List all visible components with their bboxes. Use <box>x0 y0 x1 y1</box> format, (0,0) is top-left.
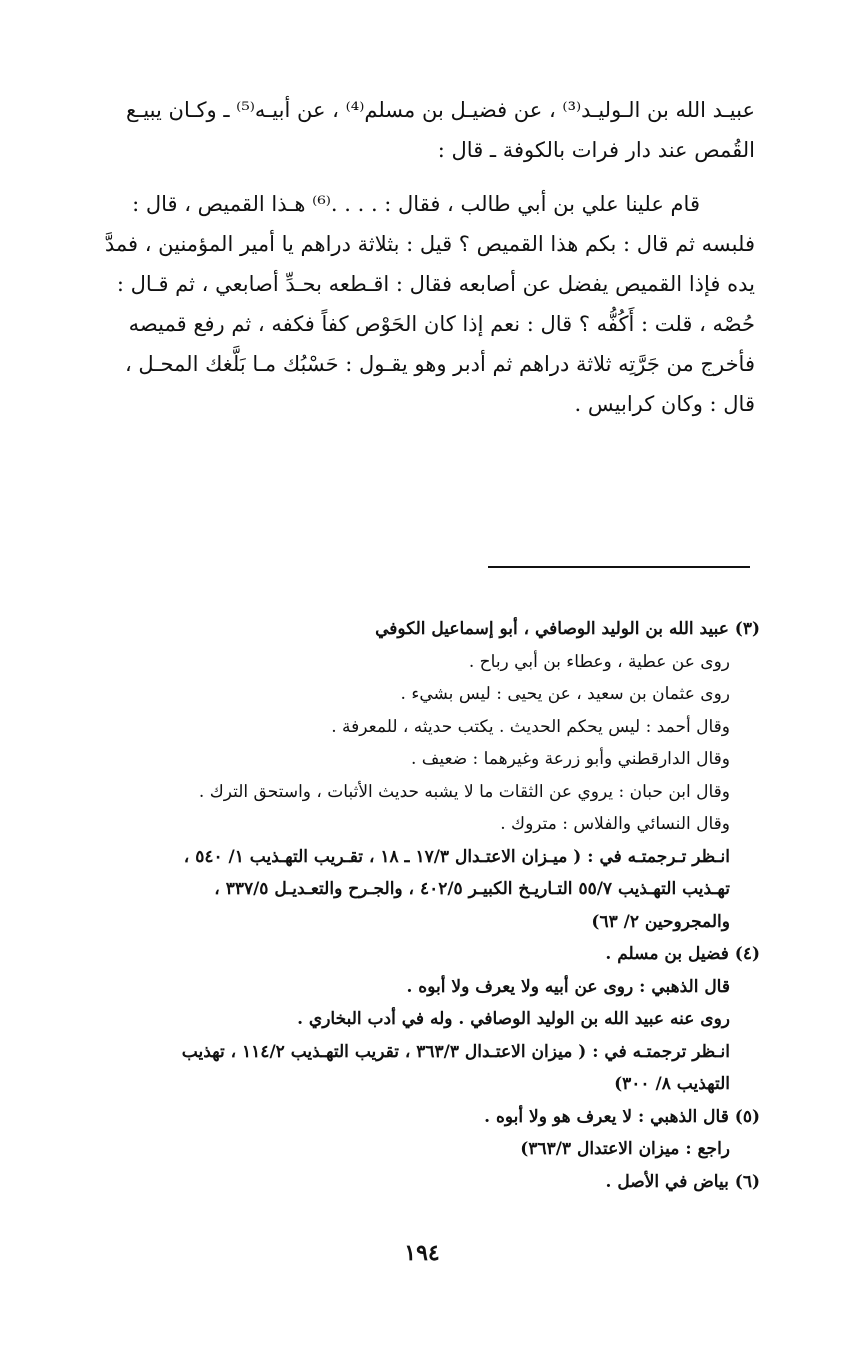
main-text-line: القُمص عند دار فرات بالكوفة ـ قال : <box>437 138 755 162</box>
paragraph-gap <box>40 170 755 184</box>
main-text-line: فأخرج من جَرَّتِه ثلاثة دراهم ثم أدبر وهو يقـول : حَسْبُك مـا بَلَّغك المحـل ، <box>124 352 755 376</box>
footnote-heading: (٥) قال الذهبي : لا يعرف هو ولا أبوه . <box>484 1106 760 1127</box>
page-number: ١٩٤ <box>404 1240 440 1266</box>
footnote-line: روى عثمان بن سعيد ، عن يحيى : ليس بشيء . <box>400 684 730 704</box>
footnote-line: انـظر تـرجمتـه في : ( ميـزان الاعتـدال ١٧/٣ ـ ١٨ ، تقـريب التهـذيب ١/ ٥٤٠ ، <box>183 846 730 867</box>
footnote-line: وقال الدارقطني وأبو زرعة وغيرهما : ضعيف . <box>410 749 730 769</box>
footnote-line: راجع : ميزان الاعتدال ٣٦٣/٣) <box>520 1139 730 1159</box>
footnote-line: وقال أحمد : ليس يحكم الحديث . يكتب حديثه ، للمعرفة . <box>331 716 730 737</box>
footnote-line: وقال ابن حبان : يروي عن الثقات ما لا يشبه حديث الأثبات ، واستحق الترك . <box>198 781 730 802</box>
main-text-line: حُصْه ، قلت : أَكُفُّه ؟ قال : نعم إذا كان الحَوْص كفاً فكفه ، ثم رفع قميصه <box>128 312 755 336</box>
footnote-heading: (٦) بياض في الأصل . <box>605 1171 760 1192</box>
footnote-line: التهذيب ٨/ ٣٠٠) <box>614 1074 730 1094</box>
footnote-line: روى عنه عبيد الله بن الوليد الوصافي . وله في أدب البخاري . <box>297 1009 730 1029</box>
main-text-line: قام علينا علي بن أبي طالب ، فقال : . . . .⁽⁶⁾ هـذا القميص ، قال : <box>132 192 700 216</box>
main-text-line: عبيـد الله بن الـوليـد⁽³⁾ ، عن فضيـل بن مسلم⁽⁴⁾ ، عن أبيـه⁽⁵⁾ ـ وكـان يبيـع <box>126 98 755 122</box>
main-text-line: فلبسه ثم قال : بكم هذا القميص ؟ قيل : بثلاثة دراهم يا أمير المؤمنين ، فمدَّ <box>104 232 755 256</box>
footnote-divider <box>488 566 750 568</box>
main-text <box>40 90 755 424</box>
footnote-line: وقال النسائي والفلاس : متروك . <box>500 814 730 834</box>
footnote-heading: (٣) عبيد الله بن الوليد الوصافي ، أبو إسماعيل الكوفي <box>375 619 760 639</box>
footnote-line: والمجروحين ٢/ ٦٣) <box>591 911 730 932</box>
main-text-line: يده فإذا القميص يفضل عن أصابعه فقال : اقـطعه بحـدِّ أصابعي ، ثم قـال : <box>116 272 755 296</box>
footnote-line: انـظر ترجمتـه في : ( ميزان الاعتـدال ٣٦٣/٣ ، تقريب التهـذيب ١١٤/٢ ، تهذيب <box>181 1041 730 1062</box>
footnote-heading: (٤) فضيل بن مسلم . <box>605 944 760 964</box>
main-text-line: قال : وكان كرابيس . <box>574 392 755 416</box>
footnote-line: تهـذيب التهـذيب ٥٥/٧ التـاريـخ الكبيـر ٤٠٢/٥ ، والجـرح والتعـديـل ٣٣٧/٥ ، <box>214 879 730 899</box>
footnote-line: روى عن عطية ، وعطاء بن أبي رباح . <box>468 651 730 672</box>
footnotes <box>40 613 760 1198</box>
footnote-line: قال الذهبي : روى عن أبيه ولا يعرف ولا أبوه . <box>406 976 730 997</box>
